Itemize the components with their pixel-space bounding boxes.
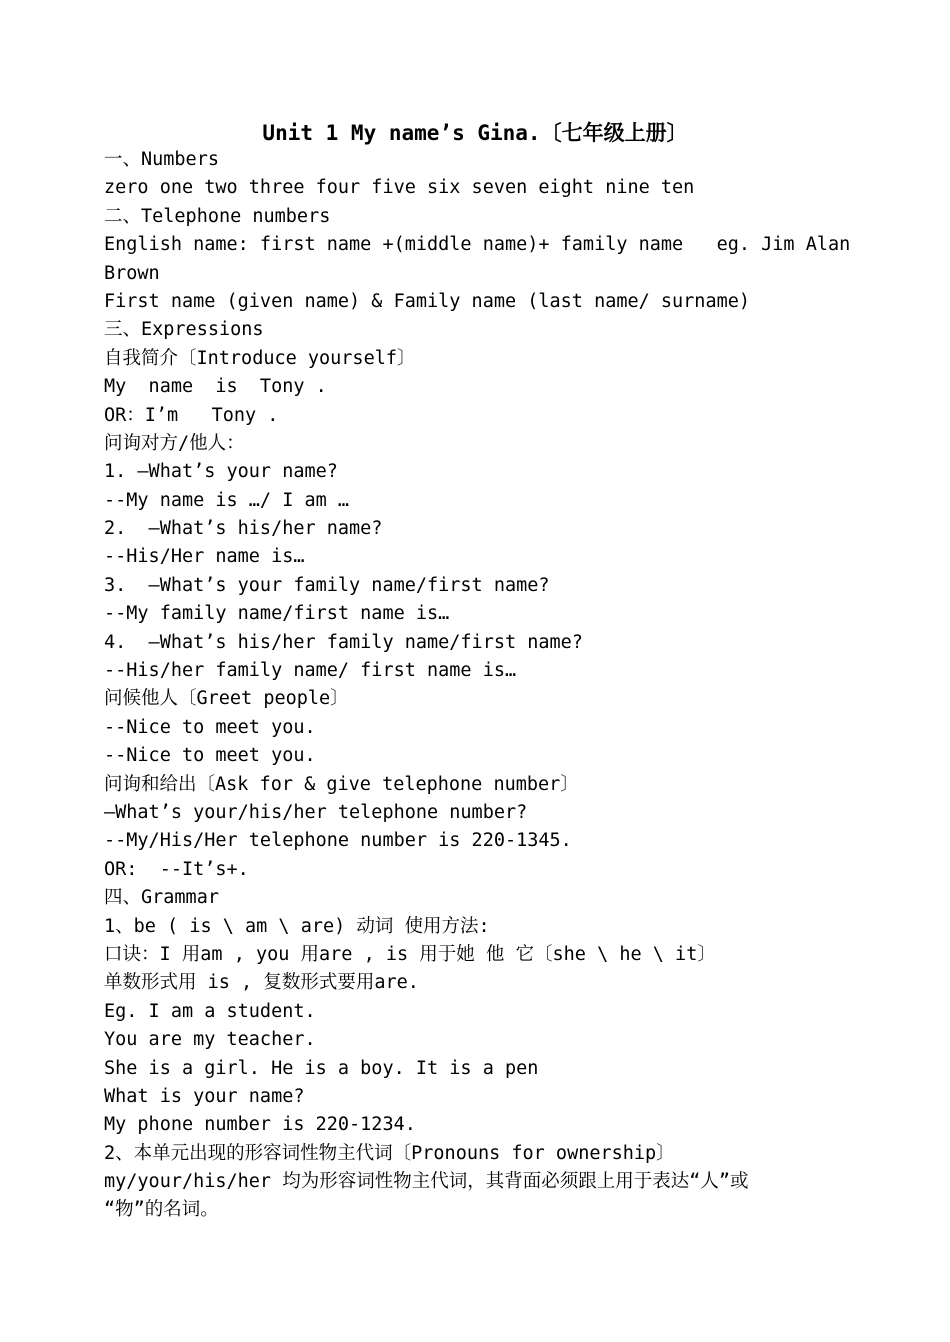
example-sentence: She is a girl. He is a boy. It is a pen (104, 1057, 539, 1079)
english-name-structure-line: English name: first name +(middle name)+ family name eg. Jim Alan (104, 234, 851, 256)
grammar-point-heading: 2、本单元出现的形容词性物主代词〔Pronouns for ownership〕 (104, 1142, 675, 1164)
dialogue-question: 4. –What’s his/her family name/first name? (104, 631, 583, 653)
document-body (104, 146, 849, 1225)
english-name-structure-continuation: Brown (104, 262, 160, 284)
grammar-rule-line: my/your/his/her 均为形容词性物主代词，其背面必须跟上用于表达“人”或 (104, 1171, 749, 1193)
dialogue-line: --Nice to meet you. (104, 745, 316, 767)
grammar-rhyme-line: 口诀：I 用am , you 用are , is 用于她 他 它〔she \ he \ it〕 (104, 943, 716, 965)
dialogue-question: 3. –What’s your family name/first name? (104, 574, 550, 596)
grammar-rule-line: 单数形式用 is , 复数形式要用are. (104, 972, 419, 994)
subheading-introduce-yourself: 自我简介〔Introduce yourself〕 (104, 347, 416, 369)
dialogue-answer: --My name is …/ I am … (104, 489, 350, 511)
section-heading-expressions: 三、Expressions (104, 319, 264, 341)
dialogue-answer: --His/Her name is… (104, 546, 305, 568)
example-line: OR：I’m Tony . (104, 404, 279, 426)
example-sentence: Eg. I am a student. (104, 1000, 316, 1022)
example-sentence: What is your name? (104, 1085, 305, 1107)
section-heading-numbers: 一、Numbers (104, 149, 219, 170)
grammar-rule-continuation: “物”的名词。 (104, 1199, 219, 1221)
section-heading-telephone-numbers: 二、Telephone numbers (104, 205, 331, 227)
number-words-line: zero one two three four five six seven eight nine ten (104, 177, 695, 199)
subheading-greet-people: 问候他人〔Greet people〕 (104, 688, 349, 710)
dialogue-line: --Nice to meet you. (104, 716, 316, 738)
name-terms-line: First name (given name) & Family name (last name/ surname) (104, 290, 751, 312)
example-sentence: My phone number is 220-1234. (104, 1114, 416, 1136)
document-title: Unit 1 My name’s Gina.〔七年级上册〕 (262, 121, 688, 145)
subheading-ask-others: 问询对方/他人： (104, 432, 245, 454)
section-heading-grammar: 四、Grammar (104, 887, 219, 909)
dialogue-answer: --His/her family name/ first name is… (104, 660, 517, 682)
example-sentence: You are my teacher. (104, 1029, 316, 1051)
example-line: My name is Tony . (104, 376, 327, 398)
dialogue-question: –What’s your/his/her telephone number? (104, 801, 528, 823)
dialogue-answer: --My family name/first name is… (104, 603, 450, 625)
subheading-telephone-number: 问询和给出〔Ask for & give telephone number〕 (104, 773, 579, 795)
dialogue-answer: --My/His/Her telephone number is 220-1345. (104, 830, 572, 852)
dialogue-question: 2. –What’s his/her name? (104, 518, 383, 540)
dialogue-answer: OR: --It’s+. (104, 858, 249, 880)
dialogue-question: 1. –What’s your name? (104, 461, 338, 483)
grammar-point-heading: 1、be ( is \ am \ are) 动词 使用方法: (104, 915, 490, 937)
